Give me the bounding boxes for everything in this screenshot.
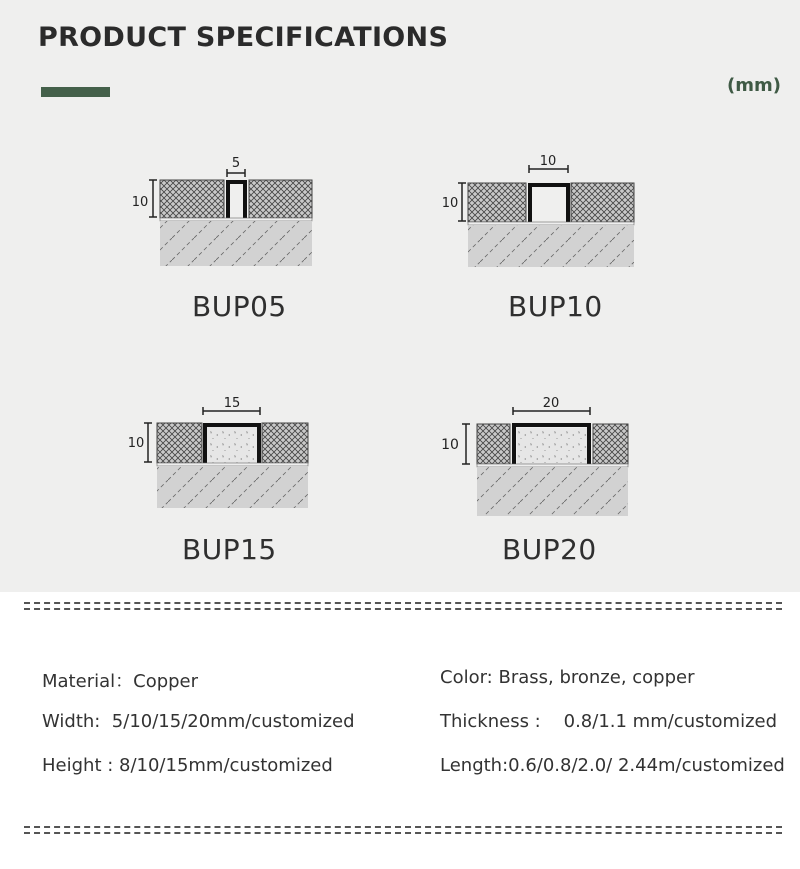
model-label-bup15: BUP15 <box>182 533 277 566</box>
spec-height: Height : 8/10/15mm/customized <box>42 755 333 776</box>
width-dimension-label: 10 <box>539 154 557 169</box>
profile-diagram-bup20 <box>432 392 642 520</box>
page-title: PRODUCT SPECIFICATIONS <box>38 22 449 53</box>
spec-color: Color: Brass, bronze, copper <box>440 667 695 688</box>
profile-diagram-bup10 <box>436 152 646 272</box>
top-separator <box>24 602 782 610</box>
width-dimension-label: 15 <box>223 396 241 411</box>
spec-material: Material：Copper <box>42 671 199 692</box>
profile-diagram-bup05 <box>128 150 318 270</box>
height-dimension-label: 10 <box>131 195 149 210</box>
unit-label: (mm) <box>727 75 781 96</box>
height-dimension-label: 10 <box>441 437 459 453</box>
height-dimension-label: 10 <box>127 436 145 451</box>
model-label-bup10: BUP10 <box>508 290 603 323</box>
model-label-bup05: BUP05 <box>192 290 287 323</box>
accent-bar <box>41 87 110 97</box>
spec-thickness: Thickness : 0.8/1.1 mm/customized <box>440 711 778 732</box>
spec-length: Length:0.6/0.8/2.0/ 2.44m/customized <box>440 755 785 776</box>
bottom-separator <box>24 826 782 834</box>
model-label-bup20: BUP20 <box>502 533 597 566</box>
width-dimension-label: 5 <box>231 156 241 171</box>
height-dimension-label: 10 <box>441 196 459 211</box>
profile-diagram-bup15 <box>124 392 324 514</box>
spec-width: Width: 5/10/15/20mm/customized <box>42 711 355 732</box>
width-dimension-label: 20 <box>542 396 560 411</box>
